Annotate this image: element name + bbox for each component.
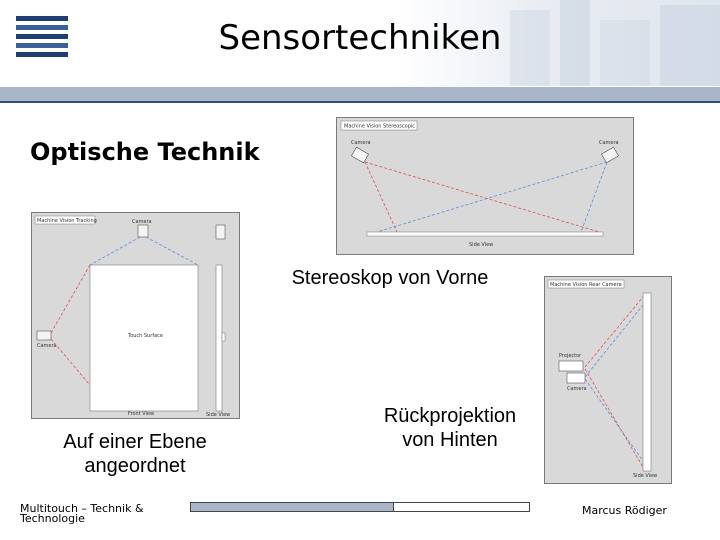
stereo-caption: Stereoskop von Vorne [291,267,489,289]
stereo-side-view-label: Side View [469,242,494,248]
header-bar [0,86,720,102]
plane-caption [30,430,240,478]
plane-side-view-label: Side View [206,412,231,418]
rear-diagram [544,276,672,484]
plane-diagram [31,212,240,419]
rear-caption-line2: von Hinten [402,429,498,451]
footer-course-line1: Multitouch – Technik & [20,502,144,515]
footer-author: Marcus Rödiger [582,504,667,517]
stereo-diagram-label: Machine Vision Stereoscopic [344,123,416,130]
camera-icon [601,147,618,163]
section-heading: Optische Technik [30,138,260,166]
header-divider [0,101,720,103]
camera-icon [567,373,585,383]
plane-caption-line2: angeordnet [84,455,186,477]
progress-bar [190,502,530,512]
logo-icon [16,16,68,66]
camera-icon [138,225,148,237]
front-view-label: Front View [128,411,155,417]
rear-side-view-label: Side View [633,473,658,479]
footer-course-line2: Technologie [20,512,85,525]
rear-diagram-label: Machine Vision Rear Camera [550,282,622,288]
projector-label: Projector [559,353,582,359]
plane-caption-line1: Auf einer Ebene [63,431,207,453]
camera-icon [351,147,368,163]
touch-surface-label: Touch Surface [128,333,163,339]
camera-icon [37,331,51,340]
slide-title: Sensortechniken [218,18,502,58]
projector-icon [559,361,583,371]
stereo-camera-right-label: Camera [599,140,619,146]
stereo-camera-left-label: Camera [351,140,371,146]
plane-camera-top-label: Camera [132,219,152,225]
camera-icon [216,225,225,239]
rear-camera-label: Camera [567,386,587,392]
progress-bar-fill [191,503,394,511]
rear-caption [350,404,550,452]
footer-course [20,504,190,524]
rear-caption-line1: Rückprojektion [383,405,517,427]
plane-camera-side-label: Camera [37,343,57,349]
plane-diagram-label: Machine Vision Tracking [37,218,97,224]
stereo-diagram [336,117,634,255]
